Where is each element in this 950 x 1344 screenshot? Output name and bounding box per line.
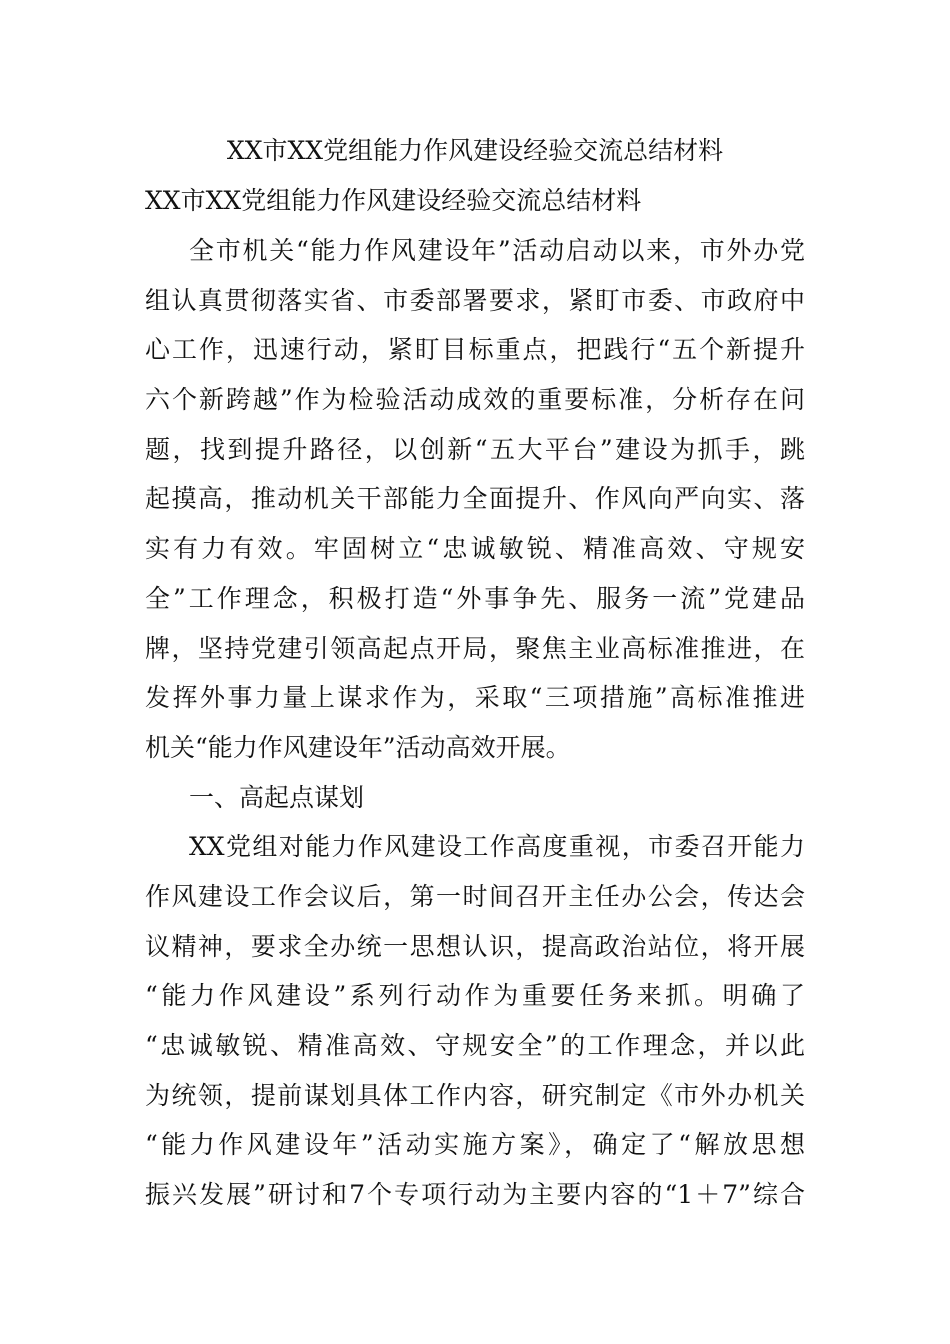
paragraph-line: 牌，坚持党建引领高起点开局，聚焦主业高标准推进，在 — [145, 633, 805, 663]
paragraph-line: 机关“能力作风建设年”活动高效开展。 — [145, 732, 571, 762]
paragraph-line: 起摸高，推动机关干部能力全面提升、作风向严向实、落 — [145, 484, 805, 514]
paragraph-line: 心工作，迅速行动，紧盯目标重点，把践行“五个新提升 — [145, 335, 805, 365]
paragraph-line: 全市机关“能力作风建设年”活动启动以来，市外办党 — [189, 236, 805, 265]
paragraph-line: 实有力有效。牢固树立“忠诚敏锐、精准高效、守规安 — [145, 534, 805, 564]
paragraph-line: 组认真贯彻落实省、市委部署要求，紧盯市委、市政府中 — [145, 285, 805, 315]
section-heading: 一、高起点谋划 — [189, 782, 365, 812]
paragraph-line: 作风建设工作会议后，第一时间召开主任办公会，传达会 — [145, 881, 805, 911]
document-body — [145, 228, 805, 1222]
paragraph-line: 全”工作理念，积极打造“外事争先、服务一流”党建品 — [145, 583, 805, 613]
paragraph-line: 题，找到提升路径，以创新“五大平台”建设为抓手，跳 — [145, 434, 805, 464]
document-subtitle: XX市XX党组能力作风建设经验交流总结材料 — [145, 186, 642, 215]
paragraph-line: 发挥外事力量上谋求作为，采取“三项措施”高标准推进 — [145, 683, 805, 713]
paragraph-line: “能力作风建设”系列行动作为重要任务来抓。明确了 — [145, 981, 805, 1011]
paragraph-line: XX党组对能力作风建设工作高度重视，市委召开能力 — [189, 832, 805, 862]
paragraph-line: 振兴发展”研讨和7个专项行动为主要内容的“1＋7”综合 — [145, 1180, 805, 1210]
paragraph-line: “忠诚敏锐、精准高效、守规安全”的工作理念，并以此 — [145, 1031, 805, 1060]
paragraph-line: 为统领，提前谋划具体工作内容，研究制定《市外办机关 — [145, 1080, 805, 1110]
paragraph-line: 六个新跨越”作为检验活动成效的重要标准，分析存在问 — [145, 385, 805, 415]
paragraph-line: 议精神，要求全办统一思想认识，提高政治站位，将开展 — [145, 931, 805, 961]
document-title: XX市XX党组能力作风建设经验交流总结材料 — [226, 136, 724, 165]
paragraph-line: “能力作风建设年”活动实施方案》，确定了“解放思想 — [145, 1130, 805, 1160]
